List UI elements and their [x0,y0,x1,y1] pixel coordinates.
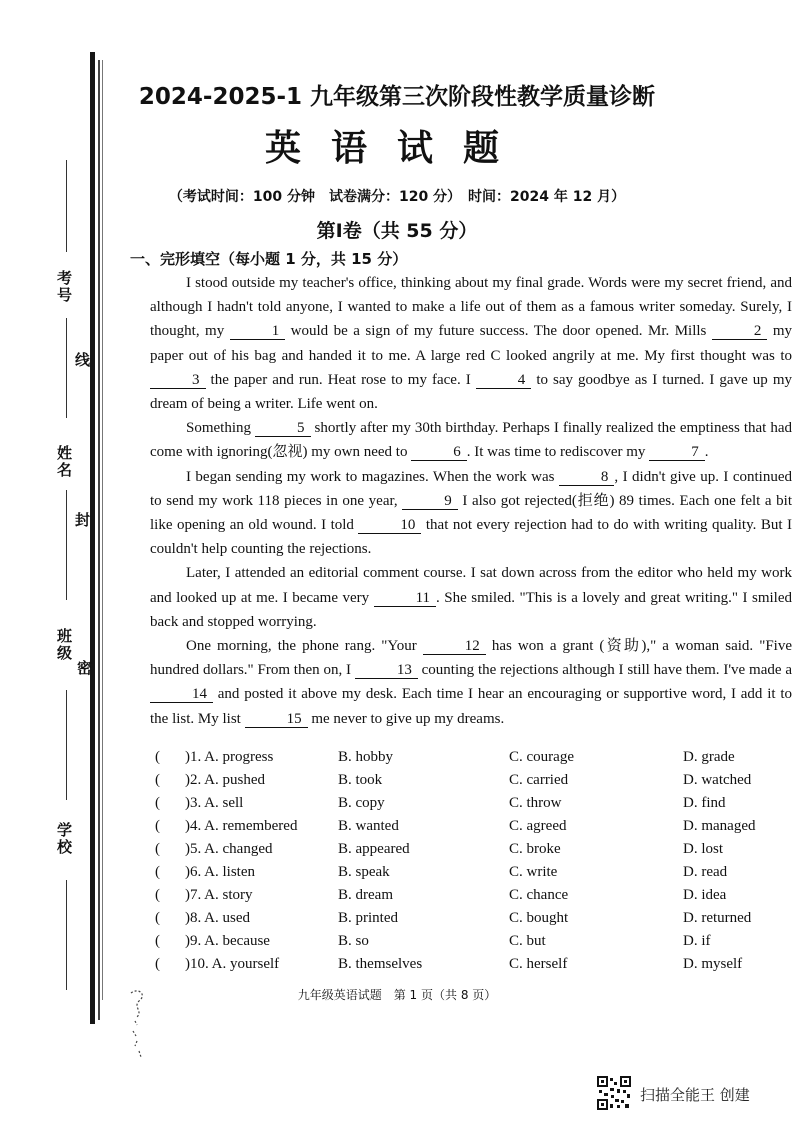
option-a: )3. A. sell [185,795,244,811]
option-c: C. carried [509,772,569,788]
exam-title: 2024-2025-1 九年级第三次阶段性教学质量诊断 [138,84,656,110]
option-c: C. write [509,864,558,880]
answer-paren[interactable]: ( [155,887,160,903]
subject-title: 英语试题 [264,127,529,169]
answer-paren[interactable]: ( [155,795,160,811]
blank-11: 11 [374,590,436,607]
option-a: )5. A. changed [185,841,273,857]
option-d: D. if [683,933,711,949]
blank-12: 12 [423,638,486,655]
option-a: )9. A. because [185,933,270,949]
blank-4: 4 [476,372,532,389]
option-d: D. find [683,795,726,811]
paragraph-1: I stood outside my teacher's office, thinking about my final grade. Words were my secret friend, and although I hadn't told anyone, I wanted to make a life out of them as a famous writer someday. Surely, I thought, my 1 would be a sign of my future success. The door opened. Mr. Mills 2 my paper out of his bag and handed it to me. A large red C looked angrily at me. My first thought was to 3 the paper and run. Heat rose to my face. I 4 to say goodbye as I turned. I gave up my dream of being a writer. Life went on. [150,275,792,413]
page-footer: 九年级英语试题 第 1 页（共 8 页） [297,988,497,1002]
blank-1: 1 [230,323,286,340]
scanner-brand: 扫描全能王 创建 [640,1086,750,1104]
option-c: C. throw [509,795,562,811]
answer-paren[interactable]: ( [155,841,160,857]
answer-paren[interactable]: ( [155,749,160,765]
blank-8: 8 [559,469,615,486]
option-b: B. took [338,772,383,788]
option-a: )10. A. yourself [185,956,280,972]
name-label: 姓名 [55,445,73,479]
option-d: D. myself [683,956,743,972]
blank-9: 9 [402,493,458,510]
blank-7: 7 [649,444,705,461]
option-d: D. lost [683,841,724,857]
blank-13: 13 [355,662,418,679]
option-d: D. watched [683,772,752,788]
option-b: B. speak [338,864,390,880]
blank-10: 10 [358,517,421,534]
option-b: B. printed [338,910,398,926]
paragraph-2: Something 5 shortly after my 30th birthday. Perhaps I finally realized the emptiness that had come with ignoring(忽视) my own need to 6 . It was time to rediscover my 7 . [150,420,792,461]
option-a: )4. A. remembered [185,818,298,834]
option-b: B. copy [338,795,385,811]
blank-14: 14 [150,686,213,703]
blank-15: 15 [245,711,308,728]
option-a: )6. A. listen [185,864,255,880]
paragraph-4: Later, I attended an editorial comment course. I sat down across from the editor who held my work and looked up at me. I became very 11 . She smiled. "This is a lovely and great writing." I smiled back and stopped worrying. [150,565,792,630]
option-b: B. themselves [338,956,423,972]
blank-3: 3 [150,372,206,389]
option-d: D. grade [683,749,735,765]
school-line [66,880,67,990]
option-c: C. broke [509,841,561,857]
option-d: D. managed [683,818,756,834]
option-d: D. returned [683,910,752,926]
blank-2: 2 [712,323,768,340]
section-title: 一、完形填空（每小题 1 分，共 15 分） [130,250,408,268]
answer-paren[interactable]: ( [155,818,160,834]
option-c: C. but [509,933,546,949]
volume-title: 第Ⅰ卷（共 55 分） [316,220,478,242]
option-c: C. agreed [509,818,567,834]
answer-paren[interactable]: ( [155,956,160,972]
blank-5: 5 [255,420,311,437]
option-c: C. courage [509,749,574,765]
option-b: B. dream [338,887,393,903]
school-label: 学校 [55,822,73,856]
name-line-bottom [66,490,67,600]
option-a: )2. A. pushed [185,772,265,788]
option-c: C. chance [509,887,569,903]
option-a: )7. A. story [185,887,253,903]
paragraph-5: One morning, the phone rang. "Your 12 has won a grant (资助)," a woman said. "Five hundred dollars." From then on, I 13 counting the rejections although I still have them. I've made a 14 and posted it above my desk. Each time I hear an encouraging or supportive word, I add it to the list. My list 15 me never to give up my dreams. [150,638,792,727]
answer-paren[interactable]: ( [155,910,160,926]
seal-mark-seal: 封 [73,512,91,529]
answer-paren[interactable]: ( [155,864,160,880]
class-line [66,690,67,800]
answer-paren[interactable]: ( [155,772,160,788]
option-b: B. appeared [338,841,410,857]
exam-info: （考试时间：100 分钟 试卷满分：120 分） 时间：2024 年 12 月） [168,189,626,205]
option-b: B. hobby [338,749,394,765]
option-b: B. wanted [338,818,399,834]
exam-number-label: 考号 [55,270,73,304]
pen-scribble-mark [125,985,165,1065]
option-b: B. so [338,933,369,949]
name-line-top [66,318,67,418]
class-label: 班级 [55,628,73,662]
option-a: )1. A. progress [185,749,274,765]
option-c: C. bought [509,910,569,926]
answer-paren[interactable]: ( [155,933,160,949]
passage [150,271,792,731]
option-a: )8. A. used [185,910,250,926]
option-c: C. herself [509,956,568,972]
blank-6: 6 [411,444,467,461]
seal-mark-line: 线 [73,352,91,369]
option-d: D. read [683,864,728,880]
qr-code-icon [597,1076,631,1110]
seal-mark-secret: 密 [75,660,93,677]
option-d: D. idea [683,887,727,903]
paragraph-3: I began sending my work to magazines. When the work was 8 , I didn't give up. I continued to send my work 118 pieces in one year, 9 I also got rejected(拒绝) 89 times. Each one felt a bit like opening an old wound. I told 10 that not every rejection had to do with writing quality. But I couldn't help counting the rejections. [150,468,793,558]
